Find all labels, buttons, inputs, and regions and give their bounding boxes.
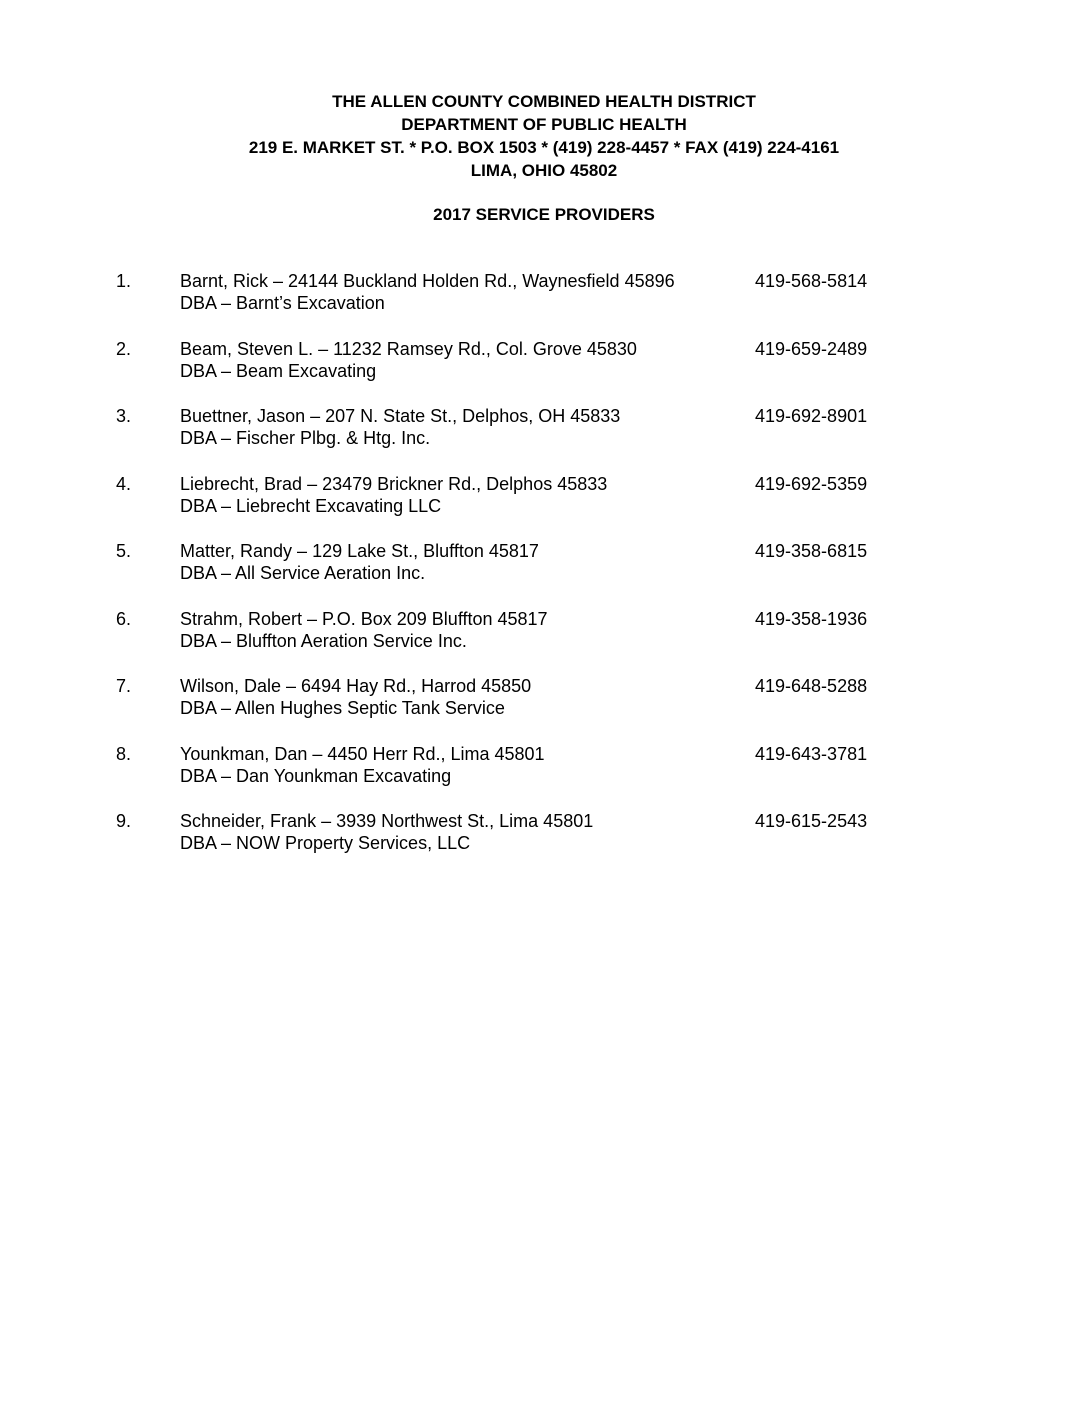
provider-phone: 419-643-3781 (755, 743, 868, 764)
provider-item (0, 675, 1088, 743)
provider-item (0, 405, 1088, 473)
provider-phone: 419-615-2543 (755, 811, 868, 831)
provider-name-address: Barnt, Rick – 24144 Buckland Holden Rd., Waynesfield 45896 (180, 271, 675, 291)
provider-item (0, 608, 1088, 676)
provider-item (0, 743, 1088, 811)
provider-dba: DBA – Bluffton Aeration Service Inc. (180, 630, 467, 651)
provider-name-address: Buettner, Jason – 207 N. State St., Delphos, OH 45833 (180, 406, 621, 426)
provider-dba: DBA – Barnt’s Excavation (180, 293, 385, 313)
provider-phone: 419-659-2489 (755, 338, 868, 359)
provider-number: 4. (116, 473, 132, 494)
provider-dba: DBA – Allen Hughes Septic Tank Service (180, 698, 505, 718)
provider-number: 3. (116, 406, 132, 426)
provider-dba: DBA – Liebrecht Excavating LLC (180, 495, 442, 516)
provider-number: 7. (116, 676, 132, 696)
provider-phone: 419-692-5359 (755, 473, 868, 494)
provider-phone: 419-358-6815 (755, 541, 868, 561)
provider-item (0, 338, 1088, 406)
provider-list (0, 270, 1088, 878)
provider-name-address: Liebrecht, Brad – 23479 Brickner Rd., Delphos 45833 (180, 473, 608, 494)
provider-name-address: Matter, Randy – 129 Lake St., Bluffton 45817 (180, 541, 539, 561)
provider-name-address: Wilson, Dale – 6494 Hay Rd., Harrod 45850 (180, 676, 532, 696)
provider-number: 5. (116, 541, 132, 561)
contact-line: 219 E. MARKET ST. * P.O. BOX 1503 * (419) 228-4457 * FAX (419) 224-4161 (248, 138, 840, 157)
provider-dba: DBA – Dan Younkman Excavating (180, 765, 452, 786)
document-title: 2017 SERVICE PROVIDERS (433, 205, 655, 224)
provider-number: 1. (116, 271, 132, 291)
provider-item (0, 473, 1088, 541)
provider-name-address: Strahm, Robert – P.O. Box 209 Bluffton 45817 (180, 608, 548, 629)
provider-dba: DBA – NOW Property Services, LLC (180, 833, 471, 853)
provider-item (0, 270, 1088, 338)
provider-number: 9. (116, 811, 132, 831)
provider-name-address: Schneider, Frank – 3939 Northwest St., Lima 45801 (180, 811, 594, 831)
provider-item (0, 810, 1088, 878)
provider-name-address: Younkman, Dan – 4450 Herr Rd., Lima 45801 (180, 743, 545, 764)
provider-phone: 419-692-8901 (755, 406, 868, 426)
provider-item (0, 540, 1088, 608)
department-name: DEPARTMENT OF PUBLIC HEALTH (401, 115, 687, 134)
provider-number: 2. (116, 338, 132, 359)
organization-name: THE ALLEN COUNTY COMBINED HEALTH DISTRICT (332, 92, 756, 111)
provider-phone: 419-568-5814 (755, 271, 868, 291)
provider-name-address: Beam, Steven L. – 11232 Ramsey Rd., Col. Grove 45830 (180, 338, 637, 359)
provider-dba: DBA – All Service Aeration Inc. (180, 563, 426, 583)
provider-number: 8. (116, 743, 132, 764)
provider-dba: DBA – Beam Excavating (180, 360, 377, 381)
provider-dba: DBA – Fischer Plbg. & Htg. Inc. (180, 428, 431, 448)
provider-number: 6. (116, 608, 132, 629)
city-line: LIMA, OHIO 45802 (470, 161, 618, 180)
letterhead (0, 90, 1088, 182)
provider-phone: 419-648-5288 (755, 676, 868, 696)
provider-phone: 419-358-1936 (755, 608, 868, 629)
